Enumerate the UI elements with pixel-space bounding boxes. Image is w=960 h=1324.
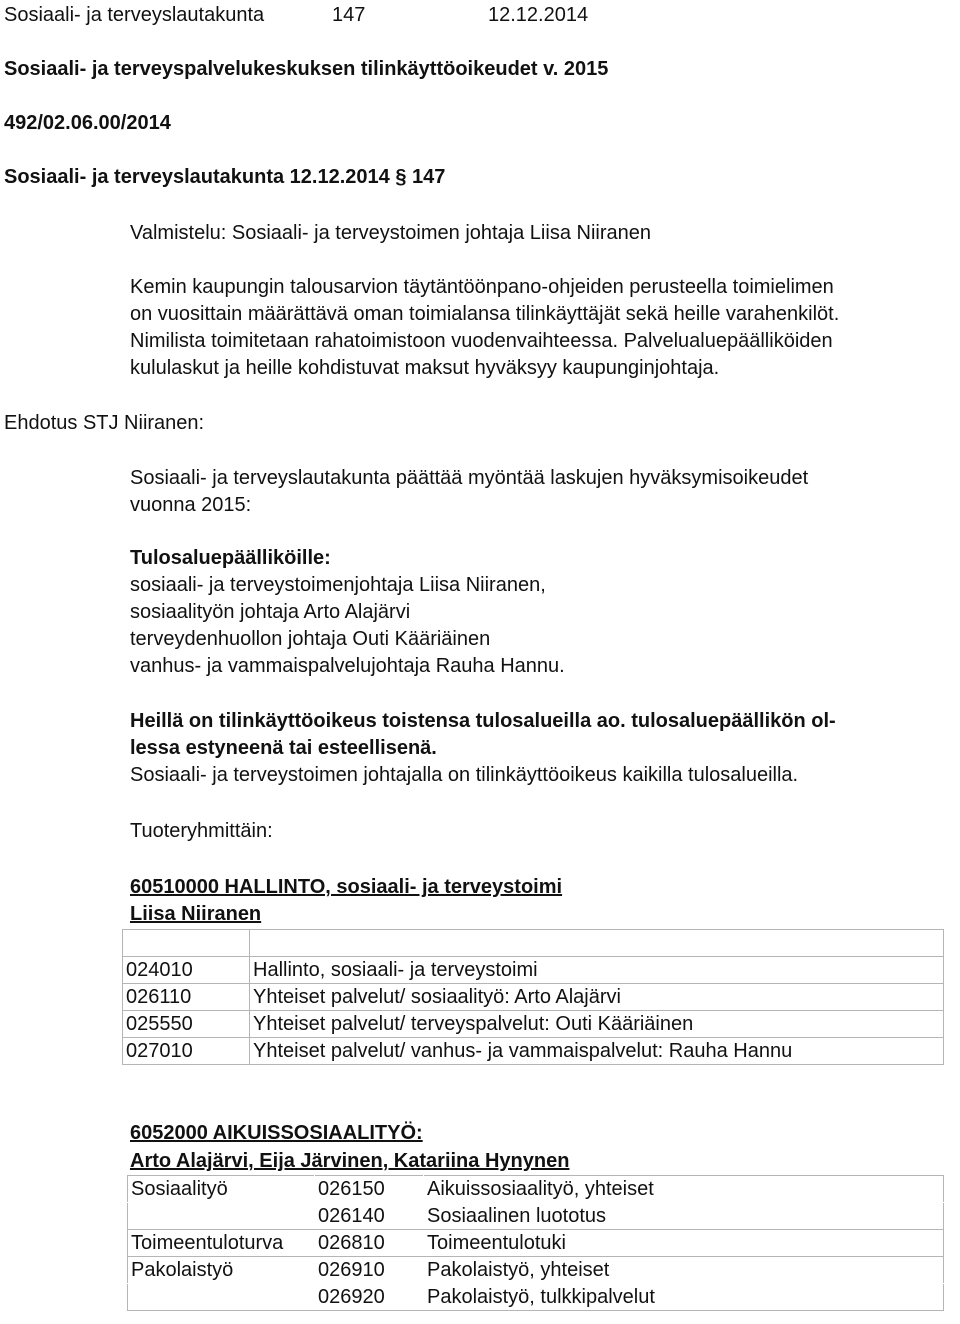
- body-line: Kemin kaupungin talousarvion täytäntöönpano-ohjeiden perusteella toimielimen: [130, 276, 834, 298]
- section2-heading: 6052000 AIKUISSOSIAALITYÖ:: [130, 1122, 423, 1144]
- cost-center-name: Yhteiset palvelut/ terveyspalvelut: Outi Kääriäinen: [250, 1011, 944, 1038]
- table-row: [128, 1203, 944, 1230]
- category-cell: [128, 1284, 315, 1311]
- table-row: [123, 984, 944, 1011]
- decision-line: vuonna 2015:: [130, 494, 252, 516]
- decision-paragraph: [130, 465, 808, 519]
- cost-center-code: 025550: [123, 1011, 250, 1038]
- cost-center-code: 026910: [315, 1257, 424, 1284]
- cost-center-name: Yhteiset palvelut/ sosiaalityö: Arto Alajärvi: [250, 984, 944, 1011]
- area-head-name: sosiaali- ja terveystoimenjohtaja Liisa Niiranen,: [130, 574, 546, 596]
- area-head-name: terveydenhuollon johtaja Outi Kääriäinen: [130, 628, 491, 650]
- body-line: kululaskut ja heille kohdistuvat maksut hyväksyy kaupunginjohtaja.: [130, 357, 720, 379]
- body-line: Nimilista toimitetaan rahatoimistoon vuodenvaihteessa. Palvelualuepäälliköiden: [130, 330, 833, 352]
- cost-center-name: [250, 930, 944, 957]
- section2-persons: Arto Alajärvi, Eija Järvinen, Katariina Hynynen: [130, 1150, 570, 1172]
- cost-center-name: Pakolaistyö, yhteiset: [424, 1257, 944, 1284]
- header-line: [4, 2, 589, 29]
- cost-center-name: Yhteiset palvelut/ vanhus- ja vammaispalvelut: Rauha Hannu: [250, 1038, 944, 1065]
- rights-bold-line: lessa estyneenä tai esteellisenä.: [130, 737, 437, 759]
- rights-section: [130, 708, 836, 789]
- cost-center-name: Hallinto, sosiaali- ja terveystoimi: [250, 957, 944, 984]
- cost-center-code: 026920: [315, 1284, 424, 1311]
- cost-center-name: Pakolaistyö, tulkkipalvelut: [424, 1284, 944, 1311]
- table-row: [128, 1230, 944, 1257]
- section1-table: [122, 929, 944, 1065]
- category-cell: Toimeentuloturva: [128, 1230, 315, 1257]
- decision-line: Sosiaali- ja terveyslautakunta päättää myöntää laskujen hyväksymisoikeudet: [130, 467, 809, 489]
- area-heads-heading: Tulosaluepäälliköille:: [130, 547, 331, 569]
- table-row: [123, 1011, 944, 1038]
- cost-center-code: 027010: [123, 1038, 250, 1065]
- cost-center-code: 026110: [123, 984, 250, 1011]
- rights-bold-line: Heillä on tilinkäyttöoikeus toistensa tulosalueilla ao. tulosaluepäällikön ol-: [130, 710, 836, 732]
- document-title: Sosiaali- ja terveyspalvelukeskuksen tilinkäyttöoikeudet v. 2015: [4, 58, 609, 80]
- category-cell: Pakolaistyö: [128, 1257, 315, 1284]
- diary-number: 492/02.06.00/2014: [4, 112, 171, 134]
- table-row: [128, 1284, 944, 1311]
- section1-heading: 60510000 HALLINTO, sosiaali- ja terveystoimi: [130, 876, 563, 898]
- product-groups-label: Tuoteryhmittäin:: [130, 820, 273, 842]
- cost-center-name: Aikuissosiaalityö, yhteiset: [424, 1176, 944, 1203]
- cost-center-name: Toimeentulotuki: [424, 1230, 944, 1257]
- category-cell: [128, 1203, 315, 1230]
- table-row: [123, 1038, 944, 1065]
- proposal-label: Ehdotus STJ Niiranen:: [4, 412, 205, 434]
- preparation-line: Valmistelu: Sosiaali- ja terveystoimen johtaja Liisa Niiranen: [130, 222, 651, 244]
- cost-center-code: [123, 930, 250, 957]
- header-date: 12.12.2014: [488, 4, 589, 26]
- cost-center-code: 026140: [315, 1203, 424, 1230]
- cost-center-code: 026150: [315, 1176, 424, 1203]
- area-head-name: vanhus- ja vammaispalvelujohtaja Rauha Hannu.: [130, 655, 565, 677]
- header-number: 147: [332, 4, 366, 26]
- table-row: [128, 1257, 944, 1284]
- rights-note: Sosiaali- ja terveystoimen johtajalla on tilinkäyttöoikeus kaikilla tulosalueilla.: [130, 764, 799, 786]
- category-cell: Sosiaalityö: [128, 1176, 315, 1203]
- table-row: [128, 1176, 944, 1203]
- section1-person: Liisa Niiranen: [130, 903, 262, 925]
- cost-center-code: 024010: [123, 957, 250, 984]
- section2-table: [127, 1175, 944, 1311]
- body-paragraph: [130, 274, 839, 382]
- area-heads: [130, 545, 565, 680]
- meeting-line: Sosiaali- ja terveyslautakunta 12.12.2014 § 147: [4, 166, 446, 188]
- cost-center-name: Sosiaalinen luototus: [424, 1203, 944, 1230]
- header-committee: Sosiaali- ja terveyslautakunta: [4, 4, 265, 26]
- body-line: on vuosittain määrättävä oman toimialansa tilinkäyttäjät sekä heille varahenkilöt.: [130, 303, 840, 325]
- area-head-name: sosiaalityön johtaja Arto Alajärvi: [130, 601, 411, 623]
- table-row: [123, 957, 944, 984]
- cost-center-code: 026810: [315, 1230, 424, 1257]
- table-row: [123, 930, 944, 957]
